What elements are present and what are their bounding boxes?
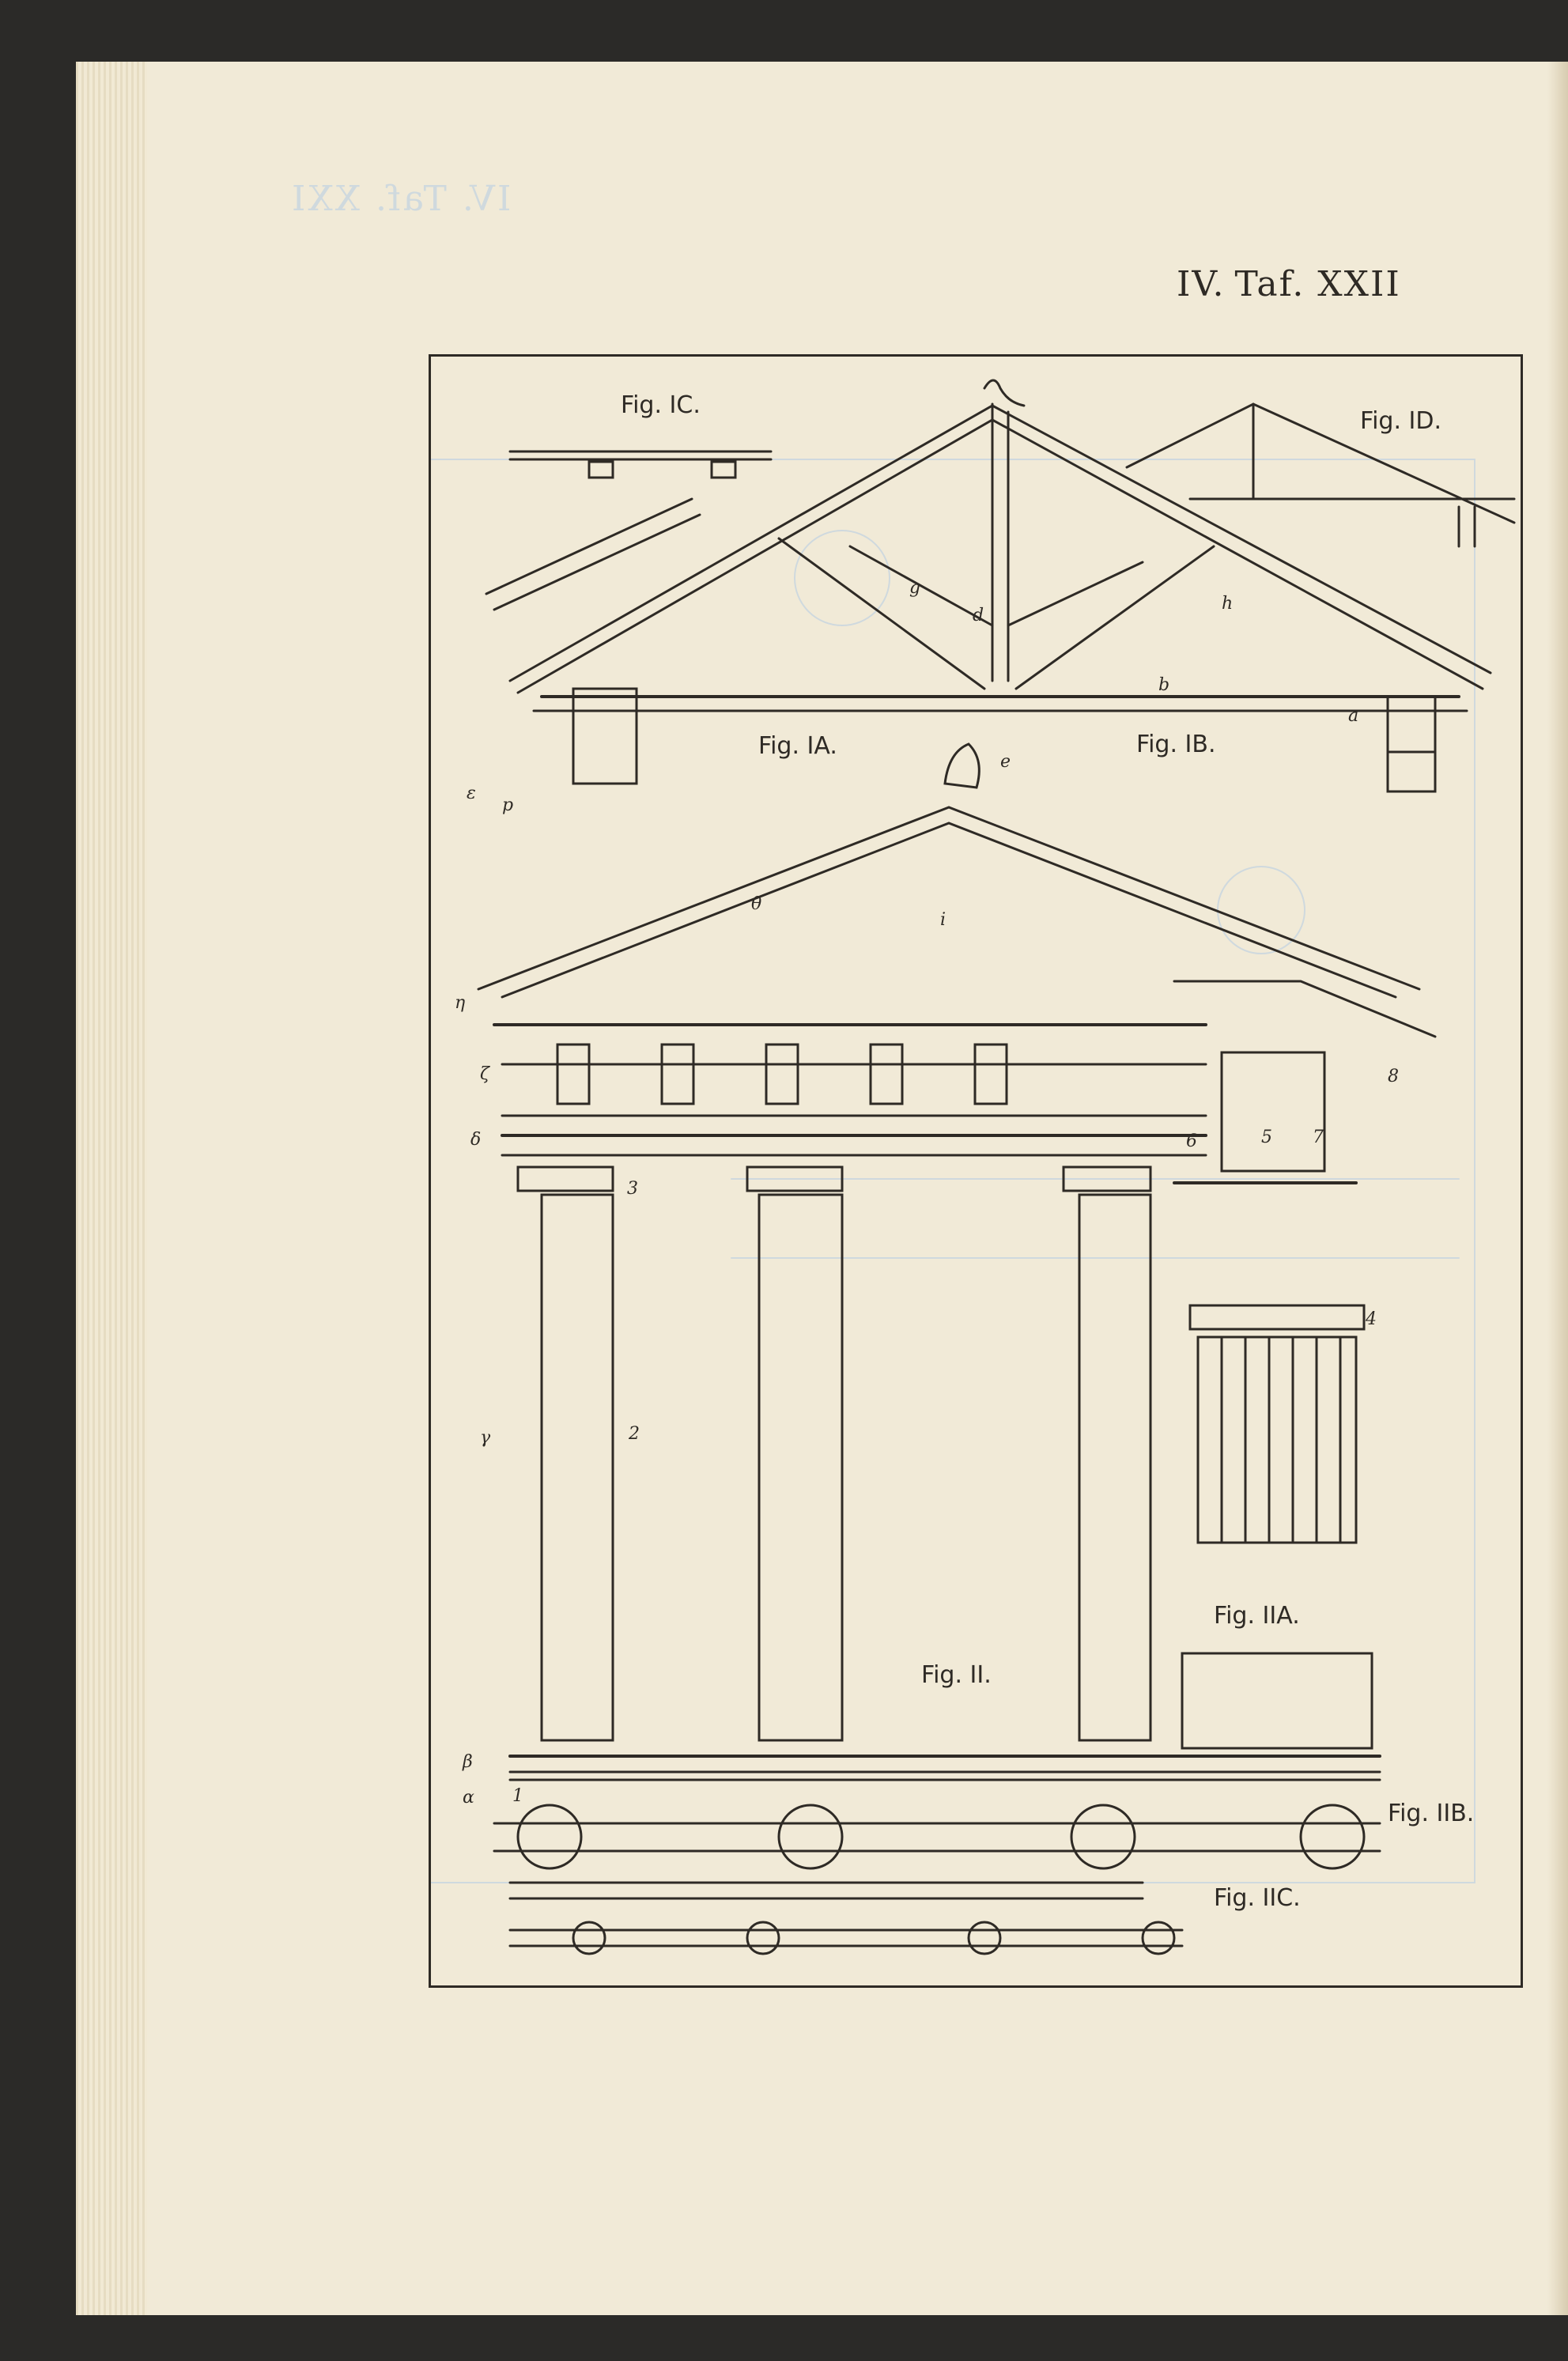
plate-number: Taf. XXII xyxy=(1234,264,1401,304)
letter-delta: δ xyxy=(470,1130,482,1150)
numeral-3: 3 xyxy=(627,1179,638,1199)
letter-eta: η xyxy=(455,993,466,1013)
numeral-6: 6 xyxy=(1186,1131,1197,1151)
numeral-8: 8 xyxy=(1388,1067,1399,1086)
numeral-5: 5 xyxy=(1261,1128,1272,1147)
letter-g: g xyxy=(909,578,921,598)
fig-iic-plan xyxy=(510,1883,1182,1954)
plate-header xyxy=(1167,264,1401,304)
letter-epsilon: ε xyxy=(467,784,476,803)
stylobate xyxy=(510,1756,1380,1780)
numeral-7: 7 xyxy=(1313,1128,1324,1147)
fig-ic-detail xyxy=(486,451,771,610)
numeral-1: 1 xyxy=(512,1786,523,1806)
columns xyxy=(518,1167,1150,1740)
fig-iib-plan xyxy=(494,1805,1380,1868)
part-number: IV. xyxy=(1177,264,1226,304)
letter-p: p xyxy=(502,795,514,815)
temple-drawing xyxy=(431,357,1525,1990)
letter-e: e xyxy=(1000,752,1011,772)
roof-truss xyxy=(510,380,1491,791)
show-through-header: IV. Taf. XXI xyxy=(289,179,512,219)
fig-iia-detail xyxy=(1174,981,1435,1748)
letter-d: d xyxy=(973,606,984,625)
fig-1d-label: Fig. ID. xyxy=(1360,407,1442,435)
letter-theta: θ xyxy=(751,894,762,914)
page-right-edge xyxy=(1547,62,1568,2315)
fig-1a-label: Fig. IA. xyxy=(758,732,837,760)
letter-a: a xyxy=(1348,706,1359,726)
fig-2c-label: Fig. IIC. xyxy=(1214,1884,1301,1912)
letter-b: b xyxy=(1158,675,1170,695)
numeral-4: 4 xyxy=(1366,1309,1377,1329)
numeral-2: 2 xyxy=(629,1424,640,1444)
engraved-plate xyxy=(429,354,1523,1988)
fig-2-label: Fig. II. xyxy=(921,1661,992,1689)
page-edge-stack xyxy=(76,62,147,2315)
letter-i: i xyxy=(940,910,946,930)
letter-alpha: α xyxy=(463,1788,474,1808)
triglyphs xyxy=(557,1045,1007,1104)
letter-beta: β xyxy=(463,1752,473,1772)
book-page xyxy=(76,62,1568,2315)
fig-1c-label: Fig. IC. xyxy=(621,391,701,419)
letter-h: h xyxy=(1222,594,1234,614)
fig-1b-label: Fig. IB. xyxy=(1136,731,1216,758)
letter-gamma: γ xyxy=(480,1428,491,1448)
letter-zeta: ζ xyxy=(480,1064,489,1084)
fig-2b-label: Fig. IIB. xyxy=(1388,1800,1475,1827)
fig-2a-label: Fig. IIA. xyxy=(1214,1602,1300,1630)
